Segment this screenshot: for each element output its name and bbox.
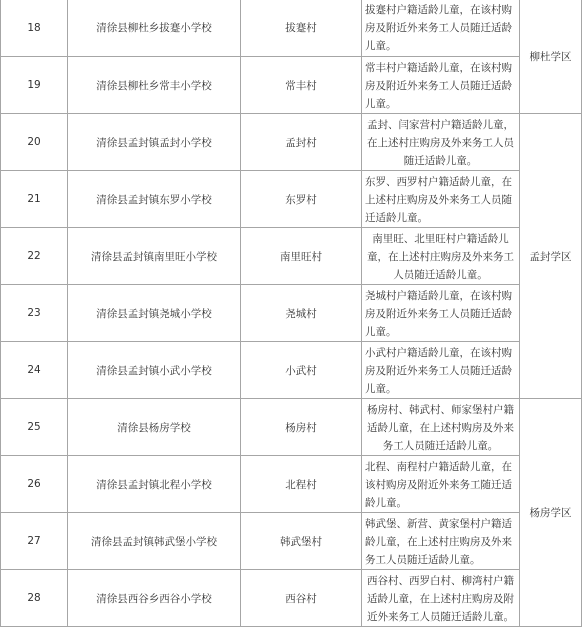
village-name: 韩武堡村 [241,513,362,570]
enrollment-scope: 尧城村户籍适龄儿童，在该村购房及附近外来务工人员随迁适龄儿童。 [362,285,520,342]
row-number: 27 [1,513,68,570]
table-row [1,228,582,285]
school-name: 清徐县孟封镇小武小学校 [68,342,241,399]
enrollment-scope: 常丰村户籍适龄儿童，在该村购房及附近外来务工人员随迁适龄儿童。 [362,57,520,114]
row-number: 20 [1,114,68,171]
school-name: 清徐县杨房学校 [68,399,241,456]
school-name: 清徐县孟封镇南里旺小学校 [68,228,241,285]
village-name: 孟封村 [241,114,362,171]
village-name: 拔蹇村 [241,0,362,57]
enrollment-scope: 韩武堡、新营、黄家堡村户籍适龄儿童，在上述村庄购房及外来务工人员随迁适龄儿童。 [362,513,520,570]
school-name: 清徐县孟封镇北程小学校 [68,456,241,513]
table-row [1,171,582,228]
enrollment-scope: 西谷村、西罗白村、柳湾村户籍适龄儿童，在上述村庄购房及附近外来务工人员随迁适龄儿童。 [362,570,520,627]
school-name: 清徐县孟封镇韩武堡小学校 [68,513,241,570]
row-number: 28 [1,570,68,627]
school-name: 清徐县孟封镇尧城小学校 [68,285,241,342]
row-number: 24 [1,342,68,399]
enrollment-scope: 东罗、西罗村户籍适龄儿童，在上述村庄购房及外来务工人员随迁适龄儿童。 [362,171,520,228]
enrollment-scope: 拔蹇村户籍适龄儿童，在该村购房及附近外来务工人员随迁适龄儿童。 [362,0,520,57]
school-name: 清徐县孟封镇东罗小学校 [68,171,241,228]
enrollment-scope: 南里旺、北里旺村户籍适龄儿童，在上述村庄购房及外来务工人员随迁适龄儿童。 [362,228,520,285]
row-number: 21 [1,171,68,228]
row-number: 23 [1,285,68,342]
district-name: 孟封学区 [520,114,582,399]
row-number: 26 [1,456,68,513]
village-name: 尧城村 [241,285,362,342]
village-name: 东罗村 [241,171,362,228]
table-row [1,0,582,57]
village-name: 北程村 [241,456,362,513]
table-row [1,399,582,456]
school-name: 清徐县柳杜乡常丰小学校 [68,57,241,114]
table-row [1,57,582,114]
table-row [1,456,582,513]
school-name: 清徐县柳杜乡拔蹇小学校 [68,0,241,57]
village-name: 西谷村 [241,570,362,627]
row-number: 18 [1,0,68,57]
table-row [1,342,582,399]
table-row [1,513,582,570]
district-name: 杨房学区 [520,399,582,627]
school-name: 清徐县西谷乡西谷小学校 [68,570,241,627]
village-name: 南里旺村 [241,228,362,285]
school-name: 清徐县孟封镇孟封小学校 [68,114,241,171]
enrollment-scope: 小武村户籍适龄儿童，在该村购房及附近外来务工人员随迁适龄儿童。 [362,342,520,399]
table-row [1,570,582,627]
enrollment-scope: 北程、南程村户籍适龄儿童，在该村购房及附近外来务工随迁适龄儿童。 [362,456,520,513]
district-name: 柳杜学区 [520,0,582,114]
village-name: 常丰村 [241,57,362,114]
row-number: 22 [1,228,68,285]
table-row [1,114,582,171]
village-name: 小武村 [241,342,362,399]
row-number: 25 [1,399,68,456]
row-number: 19 [1,57,68,114]
enrollment-scope: 杨房村、韩武村、师家堡村户籍适龄儿童，在上述村购房及外来务工人员随迁适龄儿童。 [362,399,520,456]
enrollment-scope: 孟封、闫家营村户籍适龄儿童，在上述村庄购房及外来务工人员随迁适龄儿童。 [362,114,520,171]
village-name: 杨房村 [241,399,362,456]
table-row [1,285,582,342]
